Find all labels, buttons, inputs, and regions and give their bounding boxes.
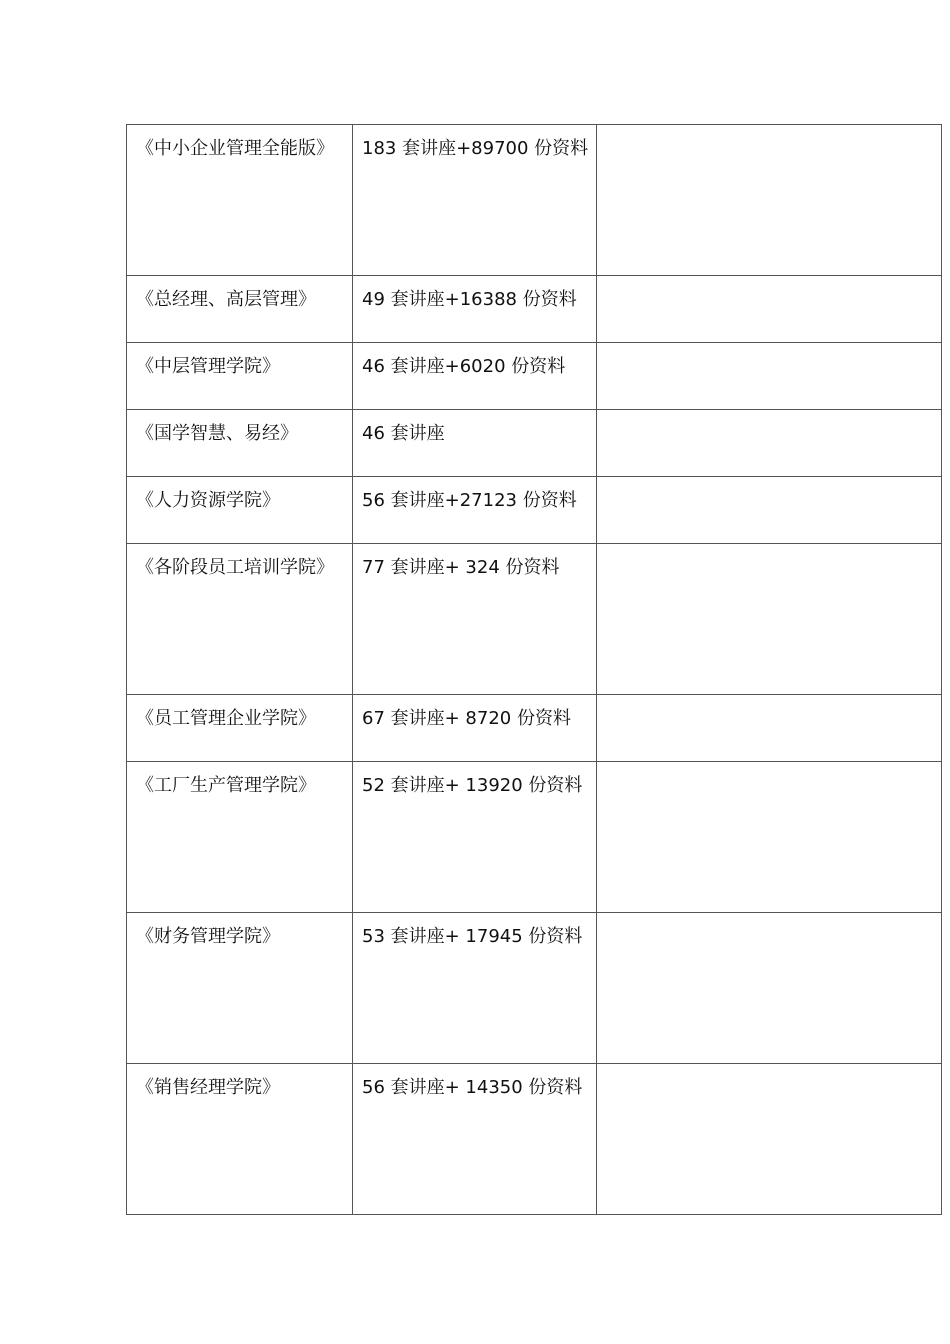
- note-cell: [597, 343, 942, 410]
- course-content: 46 套讲座: [362, 423, 445, 444]
- note-cell: [597, 276, 942, 343]
- course-name: 《人力资源学院》: [136, 490, 280, 511]
- course-name: 《销售经理学院》: [136, 1077, 280, 1098]
- course-content-cell: [353, 913, 597, 1064]
- course-catalog-table: [126, 124, 942, 1215]
- note-cell: [597, 544, 942, 695]
- course-name: 《总经理、高层管理》: [136, 289, 316, 310]
- course-name: 《财务管理学院》: [136, 926, 280, 947]
- table-row: [127, 1064, 942, 1215]
- course-name-cell: [127, 544, 353, 695]
- course-name: 《中小企业管理全能版》: [136, 138, 334, 159]
- course-content: 183 套讲座+89700 份资料: [362, 138, 589, 159]
- course-content: 52 套讲座+ 13920 份资料: [362, 775, 583, 796]
- table-row: [127, 913, 942, 1064]
- catalog-table-body: [127, 125, 942, 1215]
- course-content: 56 套讲座+27123 份资料: [362, 490, 577, 511]
- table-row: [127, 762, 942, 913]
- course-name: 《工厂生产管理学院》: [136, 775, 316, 796]
- course-name-cell: [127, 125, 353, 276]
- course-name-cell: [127, 1064, 353, 1215]
- note-cell: [597, 1064, 942, 1215]
- course-content: 53 套讲座+ 17945 份资料: [362, 926, 583, 947]
- course-name-cell: [127, 913, 353, 1064]
- table-row: [127, 125, 942, 276]
- course-content-cell: [353, 762, 597, 913]
- course-content: 67 套讲座+ 8720 份资料: [362, 708, 571, 729]
- course-content-cell: [353, 544, 597, 695]
- course-content: 56 套讲座+ 14350 份资料: [362, 1077, 583, 1098]
- table-row: [127, 544, 942, 695]
- course-content: 49 套讲座+16388 份资料: [362, 289, 577, 310]
- course-name: 《中层管理学院》: [136, 356, 280, 377]
- note-cell: [597, 410, 942, 477]
- note-cell: [597, 477, 942, 544]
- course-content-cell: [353, 1064, 597, 1215]
- course-content-cell: [353, 125, 597, 276]
- course-name-cell: [127, 762, 353, 913]
- note-cell: [597, 125, 942, 276]
- note-cell: [597, 762, 942, 913]
- course-content: 46 套讲座+6020 份资料: [362, 356, 566, 377]
- course-content: 77 套讲座+ 324 份资料: [362, 557, 560, 578]
- course-name: 《国学智慧、易经》: [136, 423, 298, 444]
- course-name: 《员工管理企业学院》: [136, 708, 316, 729]
- note-cell: [597, 695, 942, 762]
- course-name: 《各阶段员工培训学院》: [136, 557, 334, 578]
- note-cell: [597, 913, 942, 1064]
